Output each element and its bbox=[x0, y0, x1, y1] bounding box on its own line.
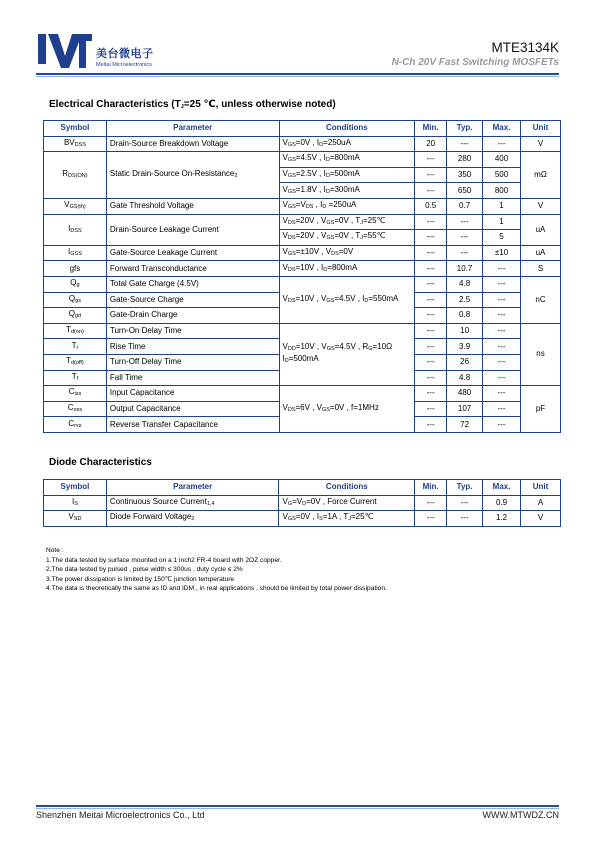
table-header-row bbox=[44, 480, 561, 496]
condition-cell: $V_{DS}=10V$ , $V_{GS}=4.5V$ , $I_D=550mA$ bbox=[279, 276, 415, 323]
table-row bbox=[44, 511, 561, 527]
typ-cell: 10 bbox=[447, 323, 483, 339]
typ-cell: 280 bbox=[447, 152, 483, 168]
max-cell: 1 bbox=[483, 214, 521, 230]
max-cell: 5 bbox=[483, 230, 521, 246]
symbol-cell: $T_f$ bbox=[44, 370, 107, 386]
min-cell: --- bbox=[415, 245, 447, 261]
company-logo bbox=[36, 30, 94, 70]
typ-cell: 480 bbox=[447, 386, 483, 402]
max-cell: --- bbox=[483, 308, 521, 324]
parameter-cell: Total Gate Charge (4.5V) bbox=[106, 276, 279, 292]
min-cell: 0.5 bbox=[415, 198, 447, 214]
column-header: Min. bbox=[415, 121, 447, 137]
max-cell: 400 bbox=[483, 152, 521, 168]
parameter-cell: Continuous Source Current$_{1,4}$ bbox=[106, 495, 279, 511]
diode-section-title: Diode Characteristics bbox=[49, 457, 152, 468]
notes-title: Note : bbox=[46, 547, 64, 554]
logo-text-cn: 美台微电子 bbox=[96, 48, 154, 60]
note-4: 4.The data is theoretically the same as ID and IDM , in real applications , should be limited by total power dissipation. bbox=[46, 585, 387, 593]
parameter-cell: Gate-Source Leakage Current bbox=[106, 245, 279, 261]
unit-cell: pF bbox=[521, 386, 561, 433]
condition-cell: $V_{DS}=20V$ , $V_{GS}=0V$ , $T_J=55℃$ bbox=[279, 230, 415, 246]
table-row bbox=[44, 386, 561, 402]
typ-cell: 2.5 bbox=[447, 292, 483, 308]
condition-cell: $V_{GS}=4.5V$ , $I_D=800mA$ bbox=[279, 152, 415, 168]
note-1: 1.The data tested by surface mounted on a 1 inch2 FR-4 board with 2OZ copper. bbox=[46, 556, 282, 564]
parameter-cell: Static Drain-Source On-Resistance$_2$ bbox=[106, 152, 279, 199]
min-cell: --- bbox=[415, 354, 447, 370]
symbol-cell: $V_{GS(th)}$ bbox=[44, 198, 107, 214]
footer-rule bbox=[36, 805, 559, 807]
symbol-cell: $I_{DSS}$ bbox=[44, 214, 107, 245]
logo-text-en: Meitai Microelectronics bbox=[96, 62, 152, 68]
symbol-cell: $T_{d(on)}$ bbox=[44, 323, 107, 339]
typ-cell: --- bbox=[447, 245, 483, 261]
symbol-cell: $V_{SD}$ bbox=[44, 511, 107, 527]
condition-cell: $V_{GS}=V_{DS}$ , $I_D =250uA$ bbox=[279, 198, 415, 214]
unit-cell: uA bbox=[521, 214, 561, 245]
parameter-cell: Output Capacitance bbox=[106, 401, 279, 417]
typ-cell: 0.7 bbox=[447, 198, 483, 214]
table-row bbox=[44, 495, 561, 511]
unit-cell: mΩ bbox=[521, 152, 561, 199]
min-cell: --- bbox=[415, 495, 447, 511]
symbol-cell: gfs bbox=[44, 261, 107, 277]
min-cell: --- bbox=[415, 214, 447, 230]
typ-cell: 3.9 bbox=[447, 339, 483, 355]
max-cell: --- bbox=[483, 354, 521, 370]
max-cell: --- bbox=[483, 261, 521, 277]
min-cell: --- bbox=[415, 276, 447, 292]
footer-company: Shenzhen Meitai Microelectronics Co., Ltd bbox=[36, 810, 205, 820]
table-header-row bbox=[44, 121, 561, 137]
parameter-cell: Turn-On Delay Time bbox=[106, 323, 279, 339]
parameter-cell: Drain-Source Leakage Current bbox=[106, 214, 279, 245]
min-cell: --- bbox=[415, 183, 447, 199]
parameter-cell: Rise Time bbox=[106, 339, 279, 355]
table-row bbox=[44, 214, 561, 230]
max-cell: 1.2 bbox=[483, 511, 521, 527]
condition-cell: $V_{GS}=\pm 10V$ , $V_{DS}=0V$ bbox=[279, 245, 415, 261]
unit-cell: V bbox=[521, 198, 561, 214]
min-cell: --- bbox=[415, 261, 447, 277]
condition-cell: $V_G=V_D=0V$ , Force Current bbox=[279, 495, 415, 511]
typ-cell: 650 bbox=[447, 183, 483, 199]
min-cell: --- bbox=[415, 308, 447, 324]
column-header: Unit bbox=[521, 121, 561, 137]
symbol-cell: $I_{GSS}$ bbox=[44, 245, 107, 261]
min-cell: 20 bbox=[415, 136, 447, 152]
typ-cell: 4.8 bbox=[447, 276, 483, 292]
min-cell: --- bbox=[415, 386, 447, 402]
typ-cell: 72 bbox=[447, 417, 483, 433]
max-cell: --- bbox=[483, 417, 521, 433]
symbol-cell: $Q_{gd}$ bbox=[44, 308, 107, 324]
typ-cell: 0.8 bbox=[447, 308, 483, 324]
note-2: 2.The data tested by pulsed , pulse width ≤ 300us , duty cycle ≤ 2% bbox=[46, 566, 243, 574]
condition-cell: $V_{DS}=20V$ , $V_{GS}=0V$ , $T_J=25℃$ bbox=[279, 214, 415, 230]
table-row bbox=[44, 152, 561, 168]
max-cell: --- bbox=[483, 292, 521, 308]
product-subtitle: N-Ch 20V Fast Switching MOSFETs bbox=[391, 57, 559, 68]
table-row bbox=[44, 245, 561, 261]
column-header: Parameter bbox=[106, 480, 279, 496]
unit-cell: S bbox=[521, 261, 561, 277]
unit-cell: V bbox=[521, 511, 561, 527]
header-rule bbox=[36, 73, 559, 75]
note-3: 3.The power dissipation is limited by 150℃ junction temperature bbox=[46, 575, 235, 583]
typ-cell: --- bbox=[447, 136, 483, 152]
footer-website[interactable]: WWW.MTWDZ.CN bbox=[482, 810, 559, 820]
condition-cell: $V_{GS}=0V$ , $I_S=1A$ , $T_J=25℃$ bbox=[279, 511, 415, 527]
max-cell: 500 bbox=[483, 167, 521, 183]
column-header: Symbol bbox=[44, 121, 107, 137]
max-cell: --- bbox=[483, 323, 521, 339]
footer-rule-thin bbox=[36, 808, 559, 809]
parameter-cell: Turn-Off Delay Time bbox=[106, 354, 279, 370]
column-header: Conditions bbox=[279, 121, 415, 137]
max-cell: --- bbox=[483, 386, 521, 402]
min-cell: --- bbox=[415, 417, 447, 433]
column-header: Max. bbox=[483, 121, 521, 137]
parameter-cell: Gate-Source Charge bbox=[106, 292, 279, 308]
table-row bbox=[44, 136, 561, 152]
parameter-cell: Drain-Source Breakdown Voltage bbox=[106, 136, 279, 152]
min-cell: --- bbox=[415, 370, 447, 386]
typ-cell: --- bbox=[447, 511, 483, 527]
symbol-cell: $I_S$ bbox=[44, 495, 107, 511]
max-cell: 1 bbox=[483, 198, 521, 214]
typ-cell: 107 bbox=[447, 401, 483, 417]
unit-cell: V bbox=[521, 136, 561, 152]
min-cell: --- bbox=[415, 230, 447, 246]
condition-cell: $V_{GS}=2.5V$ , $I_D=500mA$ bbox=[279, 167, 415, 183]
min-cell: --- bbox=[415, 152, 447, 168]
min-cell: --- bbox=[415, 323, 447, 339]
min-cell: --- bbox=[415, 401, 447, 417]
symbol-cell: $C_{rss}$ bbox=[44, 417, 107, 433]
typ-cell: 26 bbox=[447, 354, 483, 370]
typ-cell: --- bbox=[447, 230, 483, 246]
max-cell: 0.9 bbox=[483, 495, 521, 511]
max-cell: --- bbox=[483, 401, 521, 417]
parameter-cell: Forward Transconductance bbox=[106, 261, 279, 277]
max-cell: --- bbox=[483, 136, 521, 152]
header-rule-thin bbox=[36, 76, 559, 77]
symbol-cell: $T_r$ bbox=[44, 339, 107, 355]
column-header: Typ. bbox=[447, 480, 483, 496]
unit-cell: ns bbox=[521, 323, 561, 385]
notes bbox=[46, 546, 387, 594]
min-cell: --- bbox=[415, 292, 447, 308]
symbol-cell: $C_{iss}$ bbox=[44, 386, 107, 402]
diode-table bbox=[43, 479, 561, 527]
parameter-cell: Diode Forward Voltage$_2$ bbox=[106, 511, 279, 527]
parameter-cell: Input Capacitance bbox=[106, 386, 279, 402]
table-row bbox=[44, 323, 561, 339]
unit-cell: uA bbox=[521, 245, 561, 261]
symbol-cell: $C_{oss}$ bbox=[44, 401, 107, 417]
parameter-cell: Gate-Drain Charge bbox=[106, 308, 279, 324]
table-row bbox=[44, 261, 561, 277]
unit-cell: A bbox=[521, 495, 561, 511]
symbol-cell: $R_{DS(ON)}$ bbox=[44, 152, 107, 199]
parameter-cell: Fall Time bbox=[106, 370, 279, 386]
symbol-cell: $BV_{DSS}$ bbox=[44, 136, 107, 152]
condition-cell: $V_{GS}=1.8V$ , $I_D=300mA$ bbox=[279, 183, 415, 199]
table-row bbox=[44, 276, 561, 292]
max-cell: --- bbox=[483, 339, 521, 355]
column-header: Max. bbox=[483, 480, 521, 496]
column-header: Symbol bbox=[44, 480, 107, 496]
typ-cell: --- bbox=[447, 495, 483, 511]
parameter-cell: Gate Threshold Voltage bbox=[106, 198, 279, 214]
typ-cell: 350 bbox=[447, 167, 483, 183]
typ-cell: 10.7 bbox=[447, 261, 483, 277]
max-cell: ±10 bbox=[483, 245, 521, 261]
electrical-section-title: Electrical Characteristics ($T_J=25$ ℃, unless otherwise noted) bbox=[49, 99, 336, 110]
max-cell: --- bbox=[483, 276, 521, 292]
column-header: Unit bbox=[521, 480, 561, 496]
condition-cell: $V_{GS}=0V$ , $I_D=250uA$ bbox=[279, 136, 415, 152]
typ-cell: --- bbox=[447, 214, 483, 230]
column-header: Conditions bbox=[279, 480, 415, 496]
condition-cell: $V_{DS}=6V$ , $V_{GS}=0V$ , f=1MHz bbox=[279, 386, 415, 433]
unit-cell: nC bbox=[521, 276, 561, 323]
condition-cell: $V_{DS}=10V$ , $I_D=800mA$ bbox=[279, 261, 415, 277]
column-header: Typ. bbox=[447, 121, 483, 137]
table-row bbox=[44, 198, 561, 214]
column-header: Min. bbox=[415, 480, 447, 496]
symbol-cell: $Q_{gs}$ bbox=[44, 292, 107, 308]
parameter-cell: Reverse Transfer Capacitance bbox=[106, 417, 279, 433]
min-cell: --- bbox=[415, 167, 447, 183]
symbol-cell: $Q_g$ bbox=[44, 276, 107, 292]
part-number: MTE3134K bbox=[491, 40, 559, 55]
max-cell: --- bbox=[483, 370, 521, 386]
min-cell: --- bbox=[415, 339, 447, 355]
typ-cell: 4.8 bbox=[447, 370, 483, 386]
max-cell: 800 bbox=[483, 183, 521, 199]
column-header: Parameter bbox=[106, 121, 279, 137]
symbol-cell: $T_{d(off)}$ bbox=[44, 354, 107, 370]
min-cell: --- bbox=[415, 511, 447, 527]
electrical-table bbox=[43, 120, 561, 433]
condition-cell: $V_{DD}=10V$ , $V_{GS}=4.5V$ , $R_G=10\Omega$ $I_D=500mA$ bbox=[279, 323, 415, 385]
